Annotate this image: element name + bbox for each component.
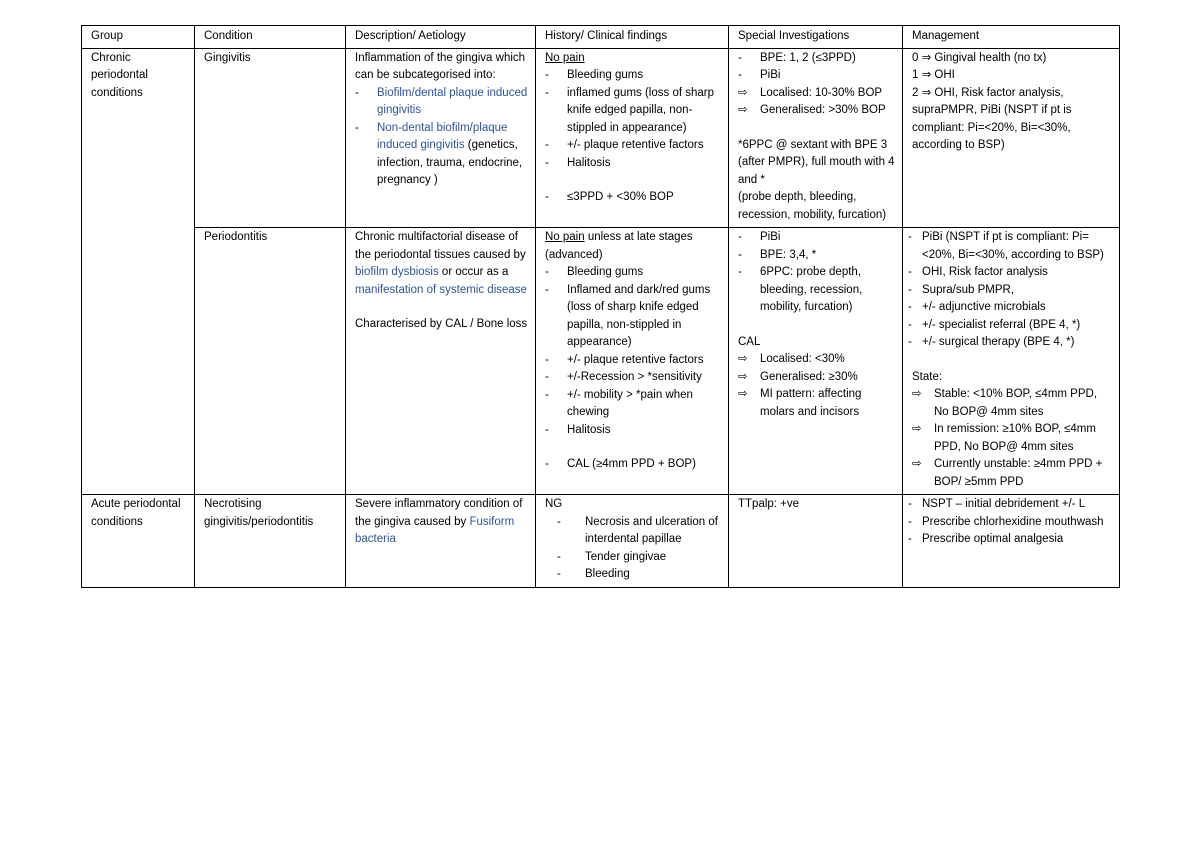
dash-marker: -	[908, 266, 912, 278]
list-item-text: 6PPC: probe depth, bleeding, recession, mobility, furcation)	[760, 266, 863, 313]
management-line: 2 ⇒ OHI, Risk factor analysis, supraPMPR, PiBi (NSPT if pt is compliant: Pi=<20%, Bi=<30%, according to BSP)	[912, 86, 1072, 151]
investigation-cal: CAL	[738, 335, 761, 348]
list-item	[908, 334, 1114, 352]
list-item	[908, 299, 1114, 317]
list-item-text: PiBi (NSPT if pt is compliant: Pi=<20%, Bi=<30%, according to BSP)	[922, 231, 1104, 261]
list-item	[545, 85, 723, 138]
dash-marker: -	[545, 139, 549, 151]
description-characterised: Characterised by CAL / Bone loss	[355, 318, 528, 330]
description-text	[355, 229, 530, 299]
list-item-text: PiBi	[760, 231, 781, 243]
list-item	[545, 369, 723, 387]
list-item-text: In remission: ≥10% BOP, ≤4mm PPD, No BOP@ 4mm sites	[934, 423, 1096, 453]
list-item-text: +/- surgical therapy (BPE 4, *)	[922, 336, 1075, 348]
arrow-icon: ⇨	[738, 86, 748, 99]
list-item	[738, 351, 897, 369]
history-list	[545, 264, 723, 474]
list-item-text: +/- mobility > *pain when chewing	[567, 388, 693, 418]
dash-marker: -	[908, 498, 912, 510]
list-item-text: +/- plaque retentive factors	[567, 353, 704, 366]
dash-marker: -	[738, 231, 742, 243]
condition-necrotising: Necrotising gingivitis/periodontitis	[195, 495, 346, 588]
dash-marker: -	[545, 423, 549, 436]
table-row-necrotising	[82, 495, 1120, 588]
dash-marker: -	[908, 318, 912, 331]
management-line: 1 ⇒ OHI	[912, 69, 955, 81]
group-acute: Acute periodontal conditions	[82, 495, 195, 588]
dash-marker: -	[545, 266, 549, 278]
description-highlight: Fusiform bacteria	[355, 515, 515, 545]
table-row-gingivitis	[82, 48, 1120, 228]
list-item-text: BPE: 1, 2 (≤3PPD)	[760, 51, 856, 64]
dash-marker: -	[738, 266, 742, 278]
list-item	[908, 264, 1114, 282]
list-item	[738, 229, 897, 247]
list-item	[545, 566, 723, 584]
list-item-text: CAL (≥4mm PPD + BOP)	[567, 458, 696, 470]
dash-marker: -	[545, 156, 549, 169]
list-item	[355, 85, 530, 120]
group-chronic: Chronic periodontal conditions	[82, 48, 195, 495]
history-list	[545, 514, 723, 584]
management-gingivitis	[903, 48, 1120, 228]
history-title	[545, 229, 723, 264]
investigations-list	[738, 229, 897, 317]
dash-marker: -	[545, 353, 549, 366]
cal-list	[738, 351, 897, 421]
management-state-label: State:	[912, 370, 943, 383]
list-item	[545, 514, 723, 549]
investigations-necrotising	[729, 495, 903, 588]
dash-marker: -	[545, 69, 549, 81]
history-necrotising	[536, 495, 729, 588]
list-item	[738, 102, 897, 120]
history-title: NG	[545, 498, 563, 510]
history-periodontitis	[536, 228, 729, 495]
arrow-icon: ⇨	[738, 370, 748, 383]
header-investigations: Special Investigations	[729, 26, 903, 49]
list-item-text: Bleeding gums	[567, 266, 644, 278]
list-item	[545, 155, 723, 173]
list-item	[908, 514, 1114, 532]
list-item	[738, 264, 897, 317]
list-item	[908, 229, 1114, 264]
list-item-text: PiBi	[760, 69, 781, 81]
list-item	[545, 456, 723, 474]
list-item	[738, 386, 897, 421]
subcategory-list	[355, 85, 530, 190]
list-item	[738, 247, 897, 265]
description-gingivitis	[346, 48, 536, 228]
dash-marker: -	[908, 515, 912, 528]
dash-marker: -	[545, 283, 549, 296]
description-text	[355, 496, 530, 549]
table-row-periodontitis	[82, 228, 1120, 495]
management-periodontitis	[903, 228, 1120, 495]
header-condition: Condition	[195, 26, 346, 49]
investigations-gingivitis	[729, 48, 903, 228]
investigations-list	[738, 50, 897, 120]
description-highlight: biofilm dysbiosis	[355, 266, 439, 278]
arrow-icon: ⇨	[912, 458, 922, 470]
list-item	[545, 137, 723, 155]
list-item-text: Bleeding gums	[567, 69, 644, 81]
list-item-text: Bleeding	[585, 568, 630, 580]
list-item	[908, 531, 1114, 549]
list-item	[738, 85, 897, 103]
list-item	[738, 50, 897, 68]
dash-marker: -	[557, 550, 561, 563]
list-item-text: Localised: <30%	[760, 353, 845, 365]
list-item	[545, 549, 723, 567]
management-list	[908, 229, 1114, 352]
list-item	[545, 352, 723, 370]
list-item	[355, 120, 530, 190]
dash-marker: -	[738, 69, 742, 81]
header-row	[82, 26, 1120, 49]
description-intro: Inflammation of the gingiva which can be subcategorised into:	[355, 51, 526, 81]
list-item-text: +/- adjunctive microbials	[922, 301, 1046, 313]
list-item-text: Generalised: >30% BOP	[760, 104, 886, 116]
investigation-ttpalp: TTpalp: +ve	[738, 498, 800, 510]
subcategory-plaque-induced: Biofilm/dental plaque induced gingivitis	[377, 86, 528, 116]
dash-marker: -	[908, 336, 912, 348]
dash-marker: -	[908, 533, 912, 545]
list-item-text: +/- plaque retentive factors	[567, 139, 704, 151]
dash-marker: -	[355, 121, 359, 134]
investigations-periodontitis	[729, 228, 903, 495]
list-item	[908, 282, 1114, 300]
header-description: Description/ Aetiology	[346, 26, 536, 49]
arrow-icon: ⇨	[738, 104, 748, 116]
management-list	[908, 496, 1114, 549]
list-item	[912, 421, 1114, 456]
list-item-text: inflamed gums (loss of sharp knife edged papilla, non-stippled in appearance)	[567, 86, 715, 134]
arrow-icon: ⇨	[738, 388, 748, 400]
dash-marker: -	[557, 515, 561, 528]
document-page	[81, 25, 1119, 588]
list-item	[908, 496, 1114, 514]
dash-marker: -	[738, 248, 742, 261]
arrow-icon: ⇨	[912, 423, 922, 435]
list-item-text: Inflamed and dark/red gums (loss of sharp knife edged papilla, non-stippled in appearance)	[567, 283, 711, 348]
list-item-text: +/-Recession > *sensitivity	[567, 371, 702, 383]
subcategory-causes: (genetics, infection, trauma, endocrine, pregnancy )	[377, 139, 523, 186]
list-item	[738, 369, 897, 387]
header-history: History/ Clinical findings	[536, 26, 729, 49]
state-list	[912, 386, 1114, 491]
list-item-text: Currently unstable: ≥4mm PPD + BOP/ ≥5mm PPD	[934, 458, 1103, 488]
investigation-note-detail: (probe depth, bleeding, recession, mobility, furcation)	[738, 191, 887, 221]
list-item	[738, 67, 897, 85]
history-title: No pain	[545, 51, 585, 64]
list-item	[545, 387, 723, 422]
header-group: Group	[82, 26, 195, 49]
list-spacer	[545, 172, 723, 189]
history-title-rest: unless at late stages (advanced)	[545, 231, 693, 261]
description-highlight: manifestation of systemic disease	[355, 283, 527, 296]
list-item	[912, 456, 1114, 491]
list-item-text: Necrosis and ulceration of interdental papillae	[585, 515, 718, 545]
description-part: Severe inflammatory condition of the gingiva caused by	[355, 498, 523, 528]
investigation-note: *6PPC @ sextant with BPE 3 (after PMPR), full mouth with 4 and *	[738, 138, 895, 186]
condition-periodontitis: Periodontitis	[195, 228, 346, 495]
list-item	[545, 422, 723, 440]
dash-marker: -	[908, 283, 912, 296]
description-part: Chronic multifactorial disease of the periodontal tissues caused by	[355, 231, 526, 261]
list-item-text: Halitosis	[567, 156, 611, 169]
management-necrotising	[903, 495, 1120, 588]
subcategory-non-plaque-induced: Non-dental biofilm/plaque induced gingivitis	[377, 121, 508, 151]
dash-marker: -	[738, 51, 742, 64]
list-item	[545, 189, 723, 207]
list-item-text: ≤3PPD + <30% BOP	[567, 191, 674, 203]
list-item-text: Generalised: ≥30%	[760, 370, 858, 383]
description-necrotising	[346, 495, 536, 588]
dash-marker: -	[908, 231, 912, 243]
dash-marker: -	[908, 301, 912, 313]
list-item-text: Halitosis	[567, 423, 611, 436]
list-item-text: Prescribe optimal analgesia	[922, 533, 1064, 545]
dash-marker: -	[545, 458, 549, 470]
list-spacer	[545, 439, 723, 456]
description-part: or occur as a	[438, 266, 509, 278]
description-periodontitis	[346, 228, 536, 495]
dash-marker: -	[557, 568, 561, 580]
list-item-text: Supra/sub PMPR,	[922, 283, 1015, 296]
list-item	[545, 67, 723, 85]
list-item-text: NSPT – initial debridement +/- L	[922, 498, 1086, 510]
dash-marker: -	[545, 371, 549, 383]
list-item-text: Tender gingivae	[585, 550, 667, 563]
condition-gingivitis: Gingivitis	[195, 48, 346, 228]
header-management: Management	[903, 26, 1120, 49]
dash-marker: -	[355, 86, 359, 99]
periodontal-conditions-table	[81, 25, 1120, 588]
list-item	[545, 282, 723, 352]
dash-marker: -	[545, 191, 549, 203]
list-item-text: OHI, Risk factor analysis	[922, 266, 1048, 278]
arrow-icon: ⇨	[738, 353, 748, 365]
list-item-text: MI pattern: affecting molars and incisors	[760, 388, 862, 418]
history-list	[545, 67, 723, 207]
list-item-text: BPE: 3,4, *	[760, 248, 817, 261]
history-gingivitis	[536, 48, 729, 228]
arrow-icon: ⇨	[912, 388, 922, 400]
list-item	[912, 386, 1114, 421]
list-item-text: +/- specialist referral (BPE 4, *)	[922, 318, 1081, 331]
management-line: 0 ⇒ Gingival health (no tx)	[912, 51, 1047, 64]
list-item-text: Prescribe chlorhexidine mouthwash	[922, 515, 1104, 528]
dash-marker: -	[545, 86, 549, 99]
dash-marker: -	[545, 388, 549, 401]
list-item	[908, 317, 1114, 335]
list-item-text: Stable: <10% BOP, ≤4mm PPD, No BOP@ 4mm sites	[934, 388, 1098, 418]
history-title-underlined: No pain	[545, 231, 585, 243]
list-item-text: Localised: 10-30% BOP	[760, 86, 883, 99]
list-item	[545, 264, 723, 282]
